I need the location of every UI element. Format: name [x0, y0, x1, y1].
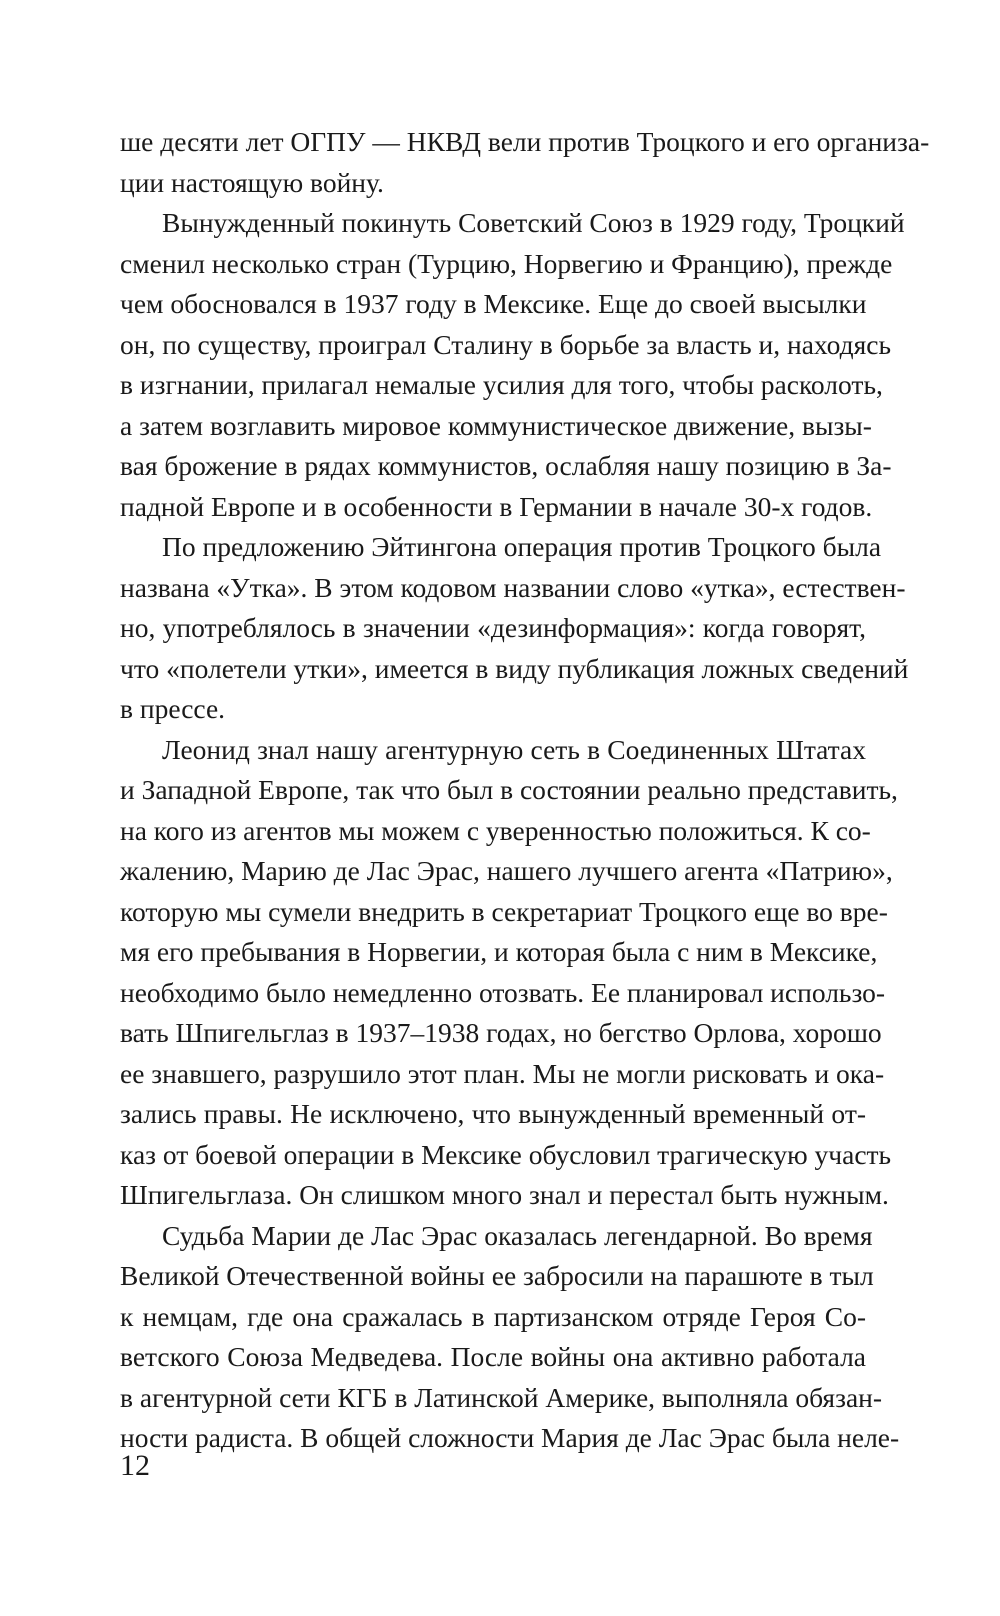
text-line: он, по существу, проиграл Сталину в борьбе за власть и, находясь — [120, 328, 891, 360]
text-line: мя его пребывания в Норвегии, и которая была с ним в Мексике, — [120, 936, 878, 967]
text-line: названа «Утка». В этом кодовом названии слово «утка», естествен- — [120, 571, 906, 603]
text-line: а затем возглавить мировое коммунистическое движение, вызы- — [120, 409, 872, 441]
text-line: вая брожение в рядах коммунистов, ослабляя нашу позицию в За- — [120, 450, 892, 481]
text-line: вать Шпигельглаз в 1937–1938 годах, но бегство Орлова, хорошо — [120, 1017, 882, 1048]
page-body — [120, 122, 930, 1459]
text-line: чем обосновался в 1937 году в Мексике. Еще до своей высылки — [120, 288, 867, 319]
text-line: падной Европе и в особенности в Германии в начале 30-х годов. — [120, 490, 873, 522]
paragraph-1 — [120, 203, 905, 527]
text-line: По предложению Эйтингона операция против Троцкого была — [162, 531, 882, 562]
text-line: к немцам, где она сражалась в партизанском отряде Героя Со- — [120, 1300, 866, 1332]
text-line: в агентурной сети КГБ в Латинской Америке, выполняла обязан- — [120, 1381, 883, 1413]
text-line: но, употреблялось в значении «дезинформация»: когда говорят, — [120, 612, 866, 643]
paragraph-0 — [120, 122, 930, 203]
text-line: необходимо было немедленно отозвать. Ее планировал использо- — [120, 976, 886, 1008]
text-line: и Западной Европе, так что был в состоянии реально представить, — [120, 774, 898, 805]
text-line: Судьба Марии де Лас Эрас оказалась легендарной. Во время — [162, 1219, 873, 1251]
text-line: каз от боевой операции в Мексике обусловил трагическую участь — [120, 1138, 892, 1170]
page-number: 12 — [120, 1449, 150, 1482]
paragraph-2 — [120, 527, 909, 730]
text-line: ности радиста. В общей сложности Мария де Лас Эрас была неле- — [120, 1422, 900, 1453]
text-line: в прессе. — [120, 693, 226, 724]
text-line: ветского Союза Медведева. После войны она активно работала — [120, 1341, 866, 1372]
paragraph-3 — [120, 730, 898, 1216]
text-line: в изгнании, прилагал немалые усилия для того, чтобы расколоть, — [120, 369, 883, 400]
text-line: сменил несколько стран (Турцию, Норвегию и Францию), прежде — [120, 247, 893, 279]
text-line: на кого из агентов мы можем с уверенностью положиться. К со- — [120, 814, 871, 846]
text-line: Леонид знал нашу агентурную сеть в Соединенных Штатах — [162, 733, 866, 765]
text-line: Вынужденный покинуть Советский Союз в 1929 году, Троцкий — [162, 207, 905, 238]
text-line: Шпигельглаза. Он слишком много знал и перестал быть нужным. — [120, 1179, 889, 1210]
text-line: ее знавшего, разрушило этот план. Мы не могли рисковать и ока- — [120, 1057, 885, 1089]
text-line: зались правы. Не исключено, что вынужденный временный от- — [120, 1098, 866, 1129]
text-line: ции настоящую войну. — [120, 166, 384, 198]
text-line: Великой Отечественной войны ее забросили на парашюте в тыл — [120, 1260, 874, 1291]
paragraph-4 — [120, 1216, 900, 1459]
text-line: ше десяти лет ОГПУ — НКВД вели против Троцкого и его организа- — [120, 126, 930, 157]
text-line: которую мы сумели внедрить в секретариат Троцкого еще во вре- — [120, 895, 888, 927]
text-line: что «полетели утки», имеется в виду публикация ложных сведений — [120, 652, 909, 684]
text-line: жалению, Марию де Лас Эрас, нашего лучшего агента «Патрию», — [120, 855, 893, 886]
